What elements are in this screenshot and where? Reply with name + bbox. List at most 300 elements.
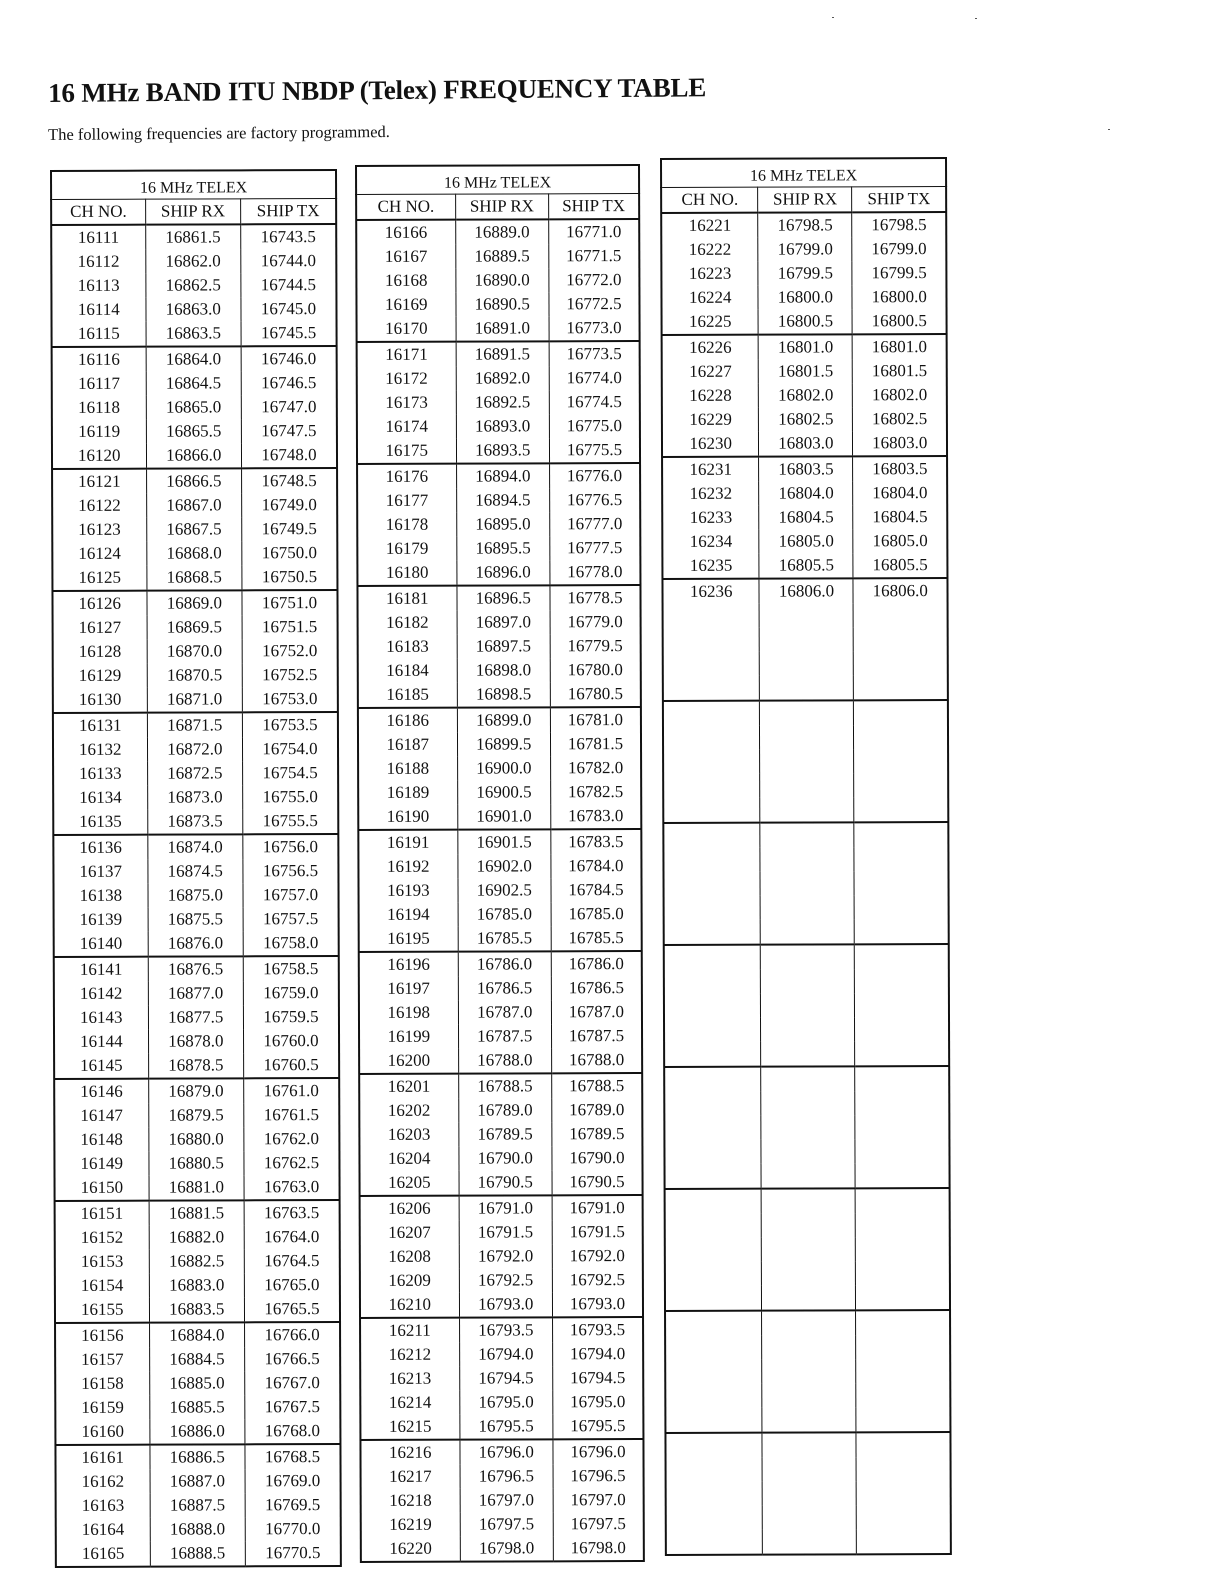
table-row bbox=[54, 907, 339, 932]
channel-number-cell bbox=[665, 1214, 762, 1238]
empty-row bbox=[665, 1188, 950, 1214]
ship-tx-cell: 16766.0 bbox=[245, 1322, 341, 1347]
ship-tx-cell: 16743.5 bbox=[241, 224, 337, 249]
ship-rx-cell: 16900.0 bbox=[457, 756, 550, 780]
ship-rx-cell bbox=[763, 1505, 857, 1529]
ship-tx-cell: 16776.5 bbox=[550, 488, 641, 512]
ship-tx-cell: 16782.5 bbox=[551, 780, 642, 804]
ship-tx-cell: 16754.5 bbox=[243, 761, 339, 785]
table-row bbox=[359, 1122, 642, 1147]
channel-number-cell: 16112 bbox=[51, 250, 145, 274]
ship-tx-cell: 16804.5 bbox=[853, 505, 947, 529]
channel-number-cell: 16115 bbox=[52, 322, 146, 347]
channel-number-cell: 16234 bbox=[662, 530, 759, 554]
ship-rx-cell: 16868.5 bbox=[146, 565, 242, 590]
ship-tx-cell: 16793.5 bbox=[552, 1317, 643, 1342]
ship-tx-cell: 16774.0 bbox=[549, 366, 640, 390]
channel-number-cell: 16216 bbox=[360, 1440, 459, 1465]
table-row bbox=[56, 1541, 341, 1567]
ship-tx-cell: 16790.5 bbox=[552, 1170, 643, 1195]
ship-rx-cell: 16798.5 bbox=[758, 212, 852, 237]
channel-number-cell: 16133 bbox=[53, 762, 147, 786]
ship-tx-cell bbox=[855, 944, 949, 969]
ship-rx-cell: 16877.0 bbox=[148, 981, 244, 1005]
table-row bbox=[662, 309, 947, 335]
ship-rx-cell: 16902.0 bbox=[457, 854, 550, 878]
table-row bbox=[358, 829, 641, 855]
channel-number-cell: 16134 bbox=[53, 786, 147, 810]
table-row bbox=[55, 1175, 340, 1201]
ship-rx-cell: 16878.0 bbox=[148, 1029, 244, 1053]
ship-tx-cell: 16799.5 bbox=[852, 261, 946, 285]
ship-rx-cell: 16894.0 bbox=[456, 463, 549, 488]
ship-tx-cell: 16751.0 bbox=[242, 590, 338, 615]
ship-tx-cell: 16801.5 bbox=[853, 359, 947, 383]
empty-row bbox=[664, 1041, 949, 1067]
ship-rx-cell bbox=[762, 1335, 856, 1359]
ship-tx-cell: 16769.5 bbox=[245, 1493, 341, 1517]
empty-row bbox=[663, 773, 948, 798]
channel-number-cell bbox=[663, 774, 760, 798]
ship-tx-cell bbox=[856, 1457, 950, 1481]
ship-tx-cell: 16770.0 bbox=[245, 1517, 341, 1541]
ship-rx-cell: 16897.0 bbox=[457, 610, 550, 634]
channel-number-cell: 16215 bbox=[360, 1415, 459, 1440]
channel-number-cell: 16194 bbox=[359, 903, 458, 927]
ship-tx-cell bbox=[857, 1481, 951, 1505]
ship-rx-cell: 16805.5 bbox=[759, 553, 853, 578]
channel-number-cell bbox=[664, 1140, 761, 1164]
channel-number-cell bbox=[663, 750, 760, 774]
table-row bbox=[54, 1078, 339, 1104]
channel-number-cell: 16169 bbox=[356, 293, 455, 317]
table-row bbox=[661, 212, 946, 238]
empty-row bbox=[665, 1310, 950, 1336]
empty-row bbox=[665, 1359, 950, 1384]
table-row bbox=[52, 395, 337, 420]
ship-rx-cell: 16806.0 bbox=[759, 578, 853, 603]
channel-number-cell: 16151 bbox=[55, 1201, 149, 1226]
ship-rx-cell: 16800.5 bbox=[758, 309, 852, 334]
ship-rx-cell: 16803.5 bbox=[759, 456, 853, 481]
table-row bbox=[662, 481, 947, 506]
ship-rx-cell: 16879.0 bbox=[148, 1078, 244, 1103]
channel-number-cell: 16177 bbox=[357, 489, 456, 513]
channel-number-cell bbox=[664, 945, 761, 970]
channel-number-cell bbox=[664, 970, 761, 994]
ship-tx-cell bbox=[856, 1213, 950, 1237]
table-row bbox=[55, 1322, 340, 1348]
ship-rx-cell: 16893.5 bbox=[456, 438, 549, 463]
channel-number-cell bbox=[664, 920, 761, 945]
ship-tx-cell: 16774.5 bbox=[549, 390, 640, 414]
ship-tx-cell bbox=[855, 1091, 949, 1115]
ship-rx-cell: 16795.5 bbox=[459, 1414, 552, 1439]
channel-number-cell: 16138 bbox=[53, 884, 147, 908]
table-row bbox=[357, 438, 640, 464]
empty-row bbox=[664, 1091, 949, 1116]
ship-tx-cell: 16795.5 bbox=[553, 1414, 644, 1439]
ship-tx-cell: 16747.0 bbox=[241, 395, 337, 419]
column-header-ship-tx: SHIP TX bbox=[852, 187, 946, 213]
ship-tx-cell: 16788.0 bbox=[552, 1048, 643, 1073]
ship-tx-cell: 16778.0 bbox=[550, 560, 641, 585]
ship-tx-cell: 16789.5 bbox=[552, 1122, 643, 1146]
table-row bbox=[359, 976, 642, 1001]
empty-row bbox=[665, 1432, 950, 1458]
ship-tx-cell: 16772.0 bbox=[549, 268, 640, 292]
channel-number-cell: 16166 bbox=[356, 220, 455, 245]
ship-tx-cell: 16780.0 bbox=[550, 658, 641, 682]
channel-number-cell: 16175 bbox=[357, 439, 456, 464]
ship-tx-cell bbox=[854, 822, 948, 847]
table-row bbox=[360, 1220, 643, 1245]
ship-tx-cell: 16758.5 bbox=[243, 956, 339, 981]
ship-rx-cell: 16897.5 bbox=[457, 634, 550, 658]
table-row bbox=[360, 1439, 643, 1465]
ship-rx-cell: 16865.5 bbox=[146, 419, 242, 443]
ship-tx-cell: 16798.0 bbox=[553, 1536, 644, 1561]
ship-rx-cell bbox=[761, 1163, 855, 1188]
table-row bbox=[358, 732, 641, 757]
table-row bbox=[53, 761, 338, 786]
channel-number-cell: 16136 bbox=[53, 835, 147, 860]
ship-rx-cell: 16883.0 bbox=[149, 1273, 245, 1297]
table-row bbox=[358, 804, 641, 830]
channel-number-cell: 16227 bbox=[662, 360, 759, 384]
table-row bbox=[358, 634, 641, 659]
table-row bbox=[357, 585, 640, 611]
ship-rx-cell: 16793.0 bbox=[459, 1292, 552, 1317]
channel-number-cell bbox=[663, 848, 760, 872]
channel-number-cell: 16157 bbox=[55, 1348, 149, 1372]
table-row bbox=[360, 1342, 643, 1367]
channel-number-cell: 16121 bbox=[52, 469, 146, 494]
ship-rx-cell: 16896.5 bbox=[457, 585, 550, 610]
ship-tx-cell bbox=[855, 993, 949, 1017]
ship-tx-cell: 16746.5 bbox=[241, 371, 337, 395]
ship-tx-cell: 16745.5 bbox=[241, 321, 337, 346]
table-row bbox=[356, 244, 639, 269]
ship-tx-cell: 16786.5 bbox=[551, 976, 642, 1000]
ship-rx-cell: 16794.5 bbox=[459, 1366, 552, 1390]
ship-tx-cell: 16767.5 bbox=[245, 1395, 341, 1419]
ship-rx-cell bbox=[762, 1213, 856, 1237]
ship-rx-cell: 16885.5 bbox=[149, 1395, 245, 1419]
ship-tx-cell: 16797.0 bbox=[553, 1488, 644, 1512]
channel-number-cell: 16192 bbox=[358, 855, 457, 879]
ship-tx-cell: 16785.0 bbox=[551, 902, 642, 926]
table-row bbox=[54, 1127, 339, 1152]
ship-tx-cell: 16760.5 bbox=[244, 1053, 340, 1078]
column-header-ship-rx: SHIP RX bbox=[455, 194, 548, 220]
table-body bbox=[356, 219, 644, 1562]
channel-number-cell: 16188 bbox=[358, 757, 457, 781]
channel-number-cell: 16123 bbox=[52, 518, 146, 542]
channel-number-cell: 16183 bbox=[358, 635, 457, 659]
page-title: 16 MHz BAND ITU NBDP (Telex) FREQUENCY TABLE bbox=[48, 72, 707, 108]
table-row bbox=[662, 529, 947, 554]
table-row bbox=[662, 578, 947, 604]
channel-number-cell: 16159 bbox=[55, 1396, 149, 1420]
ship-tx-cell: 16781.5 bbox=[550, 732, 641, 756]
empty-row bbox=[663, 651, 948, 676]
table-band-label: 16 MHz TELEX bbox=[51, 170, 336, 199]
ship-rx-cell: 16797.5 bbox=[460, 1512, 553, 1536]
channel-number-cell: 16231 bbox=[662, 457, 759, 482]
ship-tx-cell: 16770.5 bbox=[245, 1541, 341, 1566]
ship-rx-cell: 16876.0 bbox=[148, 931, 244, 956]
ship-rx-cell: 16796.0 bbox=[459, 1439, 552, 1464]
ship-rx-cell: 16870.5 bbox=[147, 663, 243, 687]
channel-number-cell: 16173 bbox=[357, 391, 456, 415]
channel-number-cell: 16172 bbox=[357, 367, 456, 391]
ship-rx-cell: 16791.0 bbox=[459, 1195, 552, 1220]
ship-rx-cell: 16792.0 bbox=[459, 1244, 552, 1268]
ship-rx-cell: 16873.5 bbox=[147, 809, 243, 834]
table-band-label: 16 MHz TELEX bbox=[356, 165, 639, 194]
channel-number-cell: 16164 bbox=[56, 1518, 150, 1542]
ship-rx-cell: 16902.5 bbox=[458, 878, 551, 902]
table-row bbox=[662, 334, 947, 360]
channel-number-cell: 16212 bbox=[360, 1343, 459, 1367]
ship-tx-cell: 16794.0 bbox=[553, 1342, 644, 1366]
table-row bbox=[360, 1317, 643, 1343]
channel-number-cell: 16122 bbox=[52, 494, 146, 518]
ship-tx-cell bbox=[856, 1310, 950, 1335]
ship-tx-cell bbox=[854, 651, 948, 675]
table-body bbox=[51, 224, 341, 1567]
ship-tx-cell: 16801.0 bbox=[853, 334, 947, 359]
ship-rx-cell bbox=[761, 1188, 855, 1213]
ship-rx-cell: 16866.0 bbox=[146, 443, 242, 468]
ship-rx-cell: 16789.5 bbox=[458, 1122, 551, 1146]
channel-number-cell: 16127 bbox=[53, 616, 147, 640]
ship-rx-cell bbox=[760, 847, 854, 871]
empty-row bbox=[665, 1237, 950, 1262]
ship-tx-cell bbox=[856, 1261, 950, 1285]
ship-tx-cell bbox=[854, 749, 948, 773]
table-row bbox=[52, 321, 337, 347]
ship-tx-cell: 16786.0 bbox=[551, 951, 642, 976]
channel-number-cell: 16111 bbox=[51, 225, 145, 250]
channel-number-cell: 16185 bbox=[358, 683, 457, 708]
table-row bbox=[358, 610, 641, 635]
table-row bbox=[51, 297, 336, 322]
table-row bbox=[662, 553, 947, 579]
ship-tx-cell: 16747.5 bbox=[241, 419, 337, 443]
channel-number-cell: 16162 bbox=[56, 1470, 150, 1494]
channel-number-cell: 16220 bbox=[361, 1537, 460, 1562]
channel-number-cell bbox=[665, 1360, 762, 1384]
channel-number-cell: 16152 bbox=[55, 1226, 149, 1250]
ship-tx-cell: 16777.0 bbox=[550, 512, 641, 536]
table-row bbox=[358, 682, 641, 708]
ship-rx-cell bbox=[762, 1310, 856, 1335]
empty-row bbox=[665, 1163, 950, 1189]
table-row bbox=[53, 809, 338, 835]
channel-number-cell: 16191 bbox=[358, 830, 457, 855]
frequency-table-3 bbox=[660, 157, 952, 1556]
table-row bbox=[55, 1297, 340, 1323]
ship-rx-cell: 16898.5 bbox=[457, 682, 550, 707]
ship-tx-cell: 16785.5 bbox=[551, 926, 642, 951]
table-row bbox=[51, 249, 336, 274]
table-row bbox=[662, 456, 947, 482]
ship-tx-cell: 16744.5 bbox=[241, 273, 337, 297]
channel-number-cell: 16145 bbox=[54, 1054, 148, 1079]
ship-tx-cell bbox=[854, 725, 948, 749]
ship-tx-cell: 16764.0 bbox=[244, 1225, 340, 1249]
channel-number-cell: 16195 bbox=[359, 927, 458, 952]
empty-row bbox=[663, 627, 948, 652]
ship-tx-cell bbox=[856, 1237, 950, 1261]
channel-number-cell: 16211 bbox=[360, 1318, 459, 1343]
table-row bbox=[662, 431, 947, 457]
table-row bbox=[357, 390, 640, 415]
ship-rx-cell: 16789.0 bbox=[458, 1098, 551, 1122]
ship-tx-cell bbox=[856, 1407, 950, 1432]
channel-number-cell bbox=[666, 1506, 763, 1530]
channel-number-cell: 16137 bbox=[53, 860, 147, 884]
ship-rx-cell: 16876.5 bbox=[148, 956, 244, 981]
ship-tx-cell: 16781.0 bbox=[550, 707, 641, 732]
table-row bbox=[357, 414, 640, 439]
channel-number-cell: 16189 bbox=[358, 781, 457, 805]
ship-rx-cell bbox=[760, 822, 854, 847]
channel-number-cell: 16146 bbox=[54, 1079, 148, 1104]
ship-tx-cell bbox=[854, 871, 948, 895]
ship-rx-cell: 16863.0 bbox=[145, 297, 241, 321]
channel-number-cell: 16142 bbox=[54, 982, 148, 1006]
channel-number-cell bbox=[665, 1238, 762, 1262]
ship-tx-cell: 16787.5 bbox=[551, 1024, 642, 1048]
ship-rx-cell: 16878.5 bbox=[148, 1053, 244, 1078]
channel-number-cell: 16176 bbox=[357, 464, 456, 489]
table-row bbox=[356, 268, 639, 293]
channel-number-cell: 16156 bbox=[55, 1323, 149, 1348]
ship-rx-cell: 16879.5 bbox=[148, 1103, 244, 1127]
ship-tx-cell: 16784.5 bbox=[551, 878, 642, 902]
channel-number-cell: 16124 bbox=[52, 542, 146, 566]
ship-rx-cell: 16802.0 bbox=[759, 383, 853, 407]
table-row bbox=[356, 219, 639, 245]
table-row bbox=[53, 639, 338, 664]
table-row bbox=[357, 512, 640, 537]
table-row bbox=[661, 237, 946, 262]
ship-tx-cell: 16752.5 bbox=[242, 663, 338, 687]
channel-number-cell: 16140 bbox=[54, 932, 148, 957]
table-row bbox=[52, 371, 337, 396]
ship-rx-cell: 16884.5 bbox=[149, 1347, 245, 1371]
empty-row bbox=[665, 1383, 950, 1408]
table-row bbox=[54, 1103, 339, 1128]
ship-rx-cell: 16901.5 bbox=[457, 829, 550, 854]
column-header-ship-rx: SHIP RX bbox=[145, 199, 241, 225]
channel-number-cell: 16217 bbox=[361, 1465, 460, 1489]
ship-tx-cell: 16749.0 bbox=[242, 493, 338, 517]
table-row bbox=[54, 1053, 339, 1079]
ship-rx-cell: 16869.0 bbox=[147, 590, 243, 615]
ship-tx-cell: 16754.0 bbox=[242, 737, 338, 761]
channel-number-cell: 16132 bbox=[53, 738, 147, 762]
channel-number-cell: 16170 bbox=[357, 317, 456, 342]
channel-number-cell: 16120 bbox=[52, 444, 146, 469]
channel-number-cell: 16200 bbox=[359, 1049, 458, 1074]
empty-row bbox=[666, 1457, 951, 1482]
ship-rx-cell bbox=[761, 993, 855, 1017]
empty-row bbox=[664, 1017, 949, 1042]
column-header-ship-tx: SHIP TX bbox=[549, 194, 640, 220]
channel-number-cell: 16199 bbox=[359, 1025, 458, 1049]
ship-rx-cell bbox=[760, 725, 854, 749]
table-row bbox=[358, 756, 641, 781]
ship-rx-cell: 16799.0 bbox=[758, 237, 852, 261]
ship-rx-cell: 16804.5 bbox=[759, 505, 853, 529]
channel-number-cell: 16208 bbox=[360, 1245, 459, 1269]
ship-rx-cell: 16792.5 bbox=[459, 1268, 552, 1292]
table-row bbox=[55, 1444, 340, 1470]
table-row bbox=[358, 707, 641, 733]
ship-rx-cell: 16864.5 bbox=[146, 371, 242, 395]
ship-tx-cell bbox=[855, 895, 949, 919]
channel-number-cell: 16232 bbox=[662, 482, 759, 506]
table-row bbox=[356, 292, 639, 317]
ship-rx-cell: 16898.0 bbox=[457, 658, 550, 682]
ship-rx-cell: 16867.0 bbox=[146, 493, 242, 517]
channel-number-cell: 16182 bbox=[358, 611, 457, 635]
ship-rx-cell: 16893.0 bbox=[456, 414, 549, 438]
empty-row bbox=[663, 847, 948, 872]
channel-number-cell bbox=[663, 628, 760, 652]
ship-rx-cell: 16894.5 bbox=[456, 488, 549, 512]
ship-tx-cell: 16776.0 bbox=[549, 463, 640, 488]
table-row bbox=[53, 883, 338, 908]
table-row bbox=[361, 1488, 644, 1513]
ship-rx-cell: 16791.5 bbox=[459, 1220, 552, 1244]
empty-row bbox=[666, 1481, 951, 1506]
ship-rx-cell: 16883.5 bbox=[149, 1297, 245, 1322]
channel-number-cell: 16206 bbox=[360, 1196, 459, 1221]
channel-number-cell: 16225 bbox=[662, 310, 759, 335]
channel-number-cell: 16139 bbox=[54, 908, 148, 932]
ship-tx-cell bbox=[856, 1383, 950, 1407]
channel-number-cell: 16154 bbox=[55, 1274, 149, 1298]
ship-rx-cell: 16880.5 bbox=[148, 1151, 244, 1175]
empty-row bbox=[664, 993, 949, 1018]
ship-tx-cell: 16779.5 bbox=[550, 634, 641, 658]
ship-rx-cell: 16787.0 bbox=[458, 1000, 551, 1024]
ship-tx-cell bbox=[854, 797, 948, 822]
empty-row bbox=[664, 1066, 949, 1092]
ship-tx-cell bbox=[854, 627, 948, 651]
ship-tx-cell: 16806.0 bbox=[853, 578, 947, 603]
table-row bbox=[357, 316, 640, 342]
channel-number-cell: 16201 bbox=[359, 1074, 458, 1099]
ship-rx-cell: 16889.5 bbox=[455, 244, 548, 268]
ship-rx-cell bbox=[762, 1432, 856, 1457]
ship-rx-cell: 16863.5 bbox=[146, 321, 242, 346]
ship-rx-cell: 16788.0 bbox=[458, 1048, 551, 1073]
channel-number-cell: 16210 bbox=[360, 1293, 459, 1318]
table-row bbox=[52, 419, 337, 444]
empty-row bbox=[665, 1213, 950, 1238]
table-row bbox=[55, 1249, 340, 1274]
channel-number-cell: 16228 bbox=[662, 384, 759, 408]
ship-tx-cell: 16783.0 bbox=[551, 804, 642, 829]
ship-tx-cell: 16775.5 bbox=[549, 438, 640, 463]
table-row bbox=[360, 1170, 643, 1196]
